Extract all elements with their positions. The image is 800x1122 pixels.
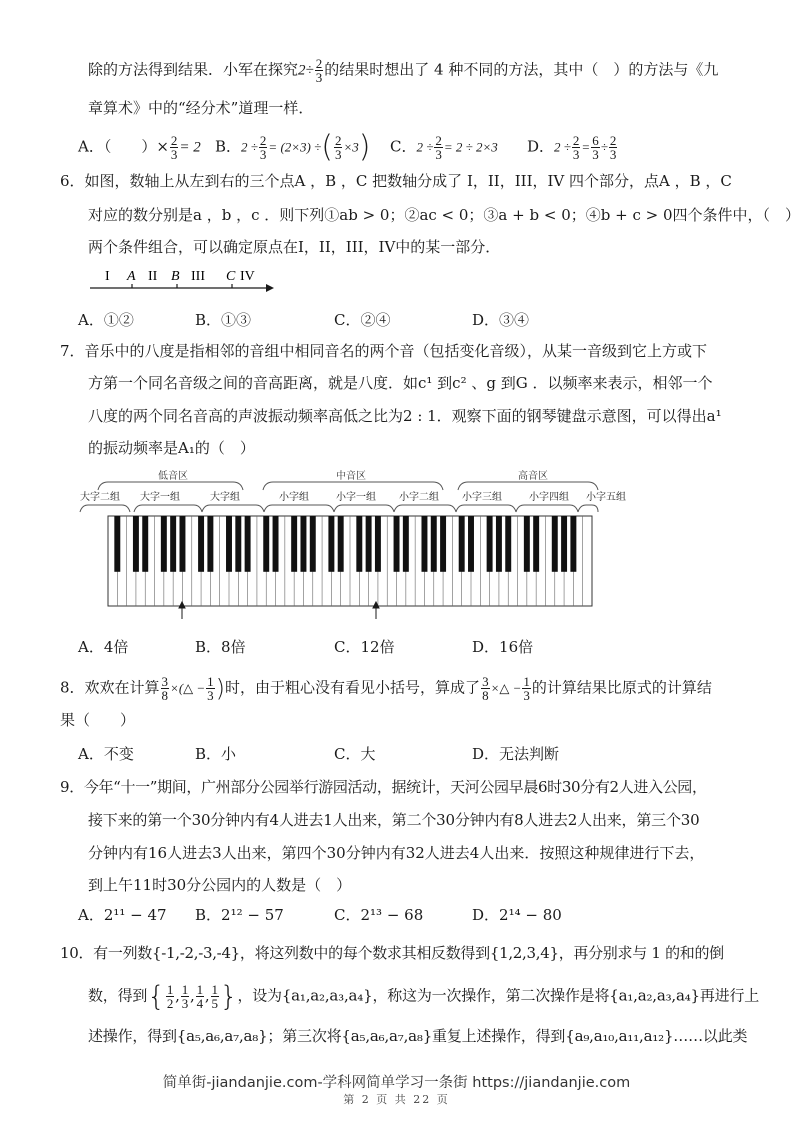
group-label-8: 小字四组 <box>529 492 569 503</box>
black-key <box>235 516 241 572</box>
number-line-figure <box>88 264 278 296</box>
q6-option-a: A．①② <box>78 311 134 329</box>
black-key <box>561 516 567 572</box>
q5-option-a: A．（ ）× $\frac{2}{3}$ = 2 <box>78 133 201 162</box>
group-label-5: 小字一组 <box>336 492 376 503</box>
group-brackets <box>80 505 598 512</box>
black-key <box>179 516 185 572</box>
q8-option-b: B．小 <box>195 745 237 763</box>
q8-option-a: A．不变 <box>78 745 134 763</box>
black-key <box>533 516 539 572</box>
q7-line2: 方第一个同名音级之间的音高距离，就是八度．如c¹ 到c² 、g 到G ．以频率来表示，相邻一个 <box>88 374 713 392</box>
black-key <box>170 516 176 572</box>
q8-option-c: C．大 <box>334 745 376 763</box>
q9-line2: 接下来的第一个30分钟内有4人进去1人出来，第二个30分钟内有8人进去2人出来，第三个30 <box>88 811 700 829</box>
group-label-7: 小字三组 <box>462 492 502 503</box>
q7-option-d: D．16倍 <box>472 638 534 656</box>
axis-label-iii: III <box>191 269 205 284</box>
q8-option-d: D．无法判断 <box>472 745 560 763</box>
black-key <box>552 516 558 572</box>
black-key <box>421 516 427 572</box>
black-key <box>207 516 213 572</box>
axis-label-c: C <box>226 269 236 284</box>
black-key <box>263 516 269 572</box>
black-key <box>291 516 297 572</box>
q7-option-b: B．8倍 <box>195 638 246 656</box>
q6-line3: 两个条件组合，可以确定原点在I，II，III，IV中的某一部分． <box>88 238 501 256</box>
q7-line1: 7．音乐中的八度是指相邻的音组中相同音名的两个音（包括变化音级），从某一音级到它上方或下 <box>60 342 708 360</box>
q5-option-c: C．2 ÷ $\frac{2}{3}$ = 2 ÷ 2×3 <box>390 133 498 162</box>
q6-option-b: B．①③ <box>195 311 252 329</box>
black-key <box>356 516 362 572</box>
q10-line3: 述操作，得到{a₅,a₆,a₇,a₈}；第三次将{a₅,a₆,a₇,a₈}重复上述操作，得到{a₉,a₁₀,a₁₁,a₁₂}……以此类 <box>88 1027 748 1045</box>
black-key <box>133 516 139 572</box>
q7-line3: 八度的两个同名音高的声波振动频率高低之比为2 : 1．观察下面的钢琴键盘示意图，可以得出a¹ <box>88 407 722 425</box>
group-label-6: 小字二组 <box>399 492 439 503</box>
group-label-1: 大字二组 <box>80 492 120 503</box>
q6-line2: 对应的数分别是a ，b ，c ．则下列①ab > 0；②ac < 0；③a + b < 0；④b + c > 0四个条件中，（ ） <box>88 206 800 224</box>
black-key <box>496 516 502 572</box>
axis-label-ii: II <box>148 269 158 284</box>
group-label-9: 小字五组 <box>586 492 626 503</box>
black-key <box>114 516 120 572</box>
footer-watermark: 简单街-jiandanjie.com-学科网简单学习一条街 https://jiandanjie.com <box>162 1075 631 1091</box>
q10-line1: 10．有一列数{-1,-2,-3,-4}，将这列数中的每个数求其相反数得到{1,2,3,4}，再分别求与 1 的和的倒 <box>60 944 724 962</box>
q5-line1: 除的方法得到结果．小军在探究2÷ $\frac{2}{3}$ 的结果时想出了 4 种不同的方法，其中（ ）的方法与《九 <box>88 56 719 85</box>
q7-option-c: C．12倍 <box>334 638 395 656</box>
axis-label-b: B <box>171 269 180 284</box>
black-key <box>300 516 306 572</box>
q5-line2: 章算术》中的“经分术”道理一样． <box>88 99 314 117</box>
q6-option-d: D．③④ <box>472 311 530 329</box>
group-label-2: 大字一组 <box>140 492 180 503</box>
q7-line4: 的振动频率是A₁的（ ） <box>88 439 255 457</box>
q8-line1: 8．欢欢在计算 $\frac{3}{8}$ ×(△ − $\frac{1}{3}$ )时，由于粗心没有看见小括号，算成了 $\frac{3}{8}$ ×△ − $\frac{1}{3}$ 的计算结果比原式的计算结 <box>60 674 712 703</box>
q7-option-a: A．4倍 <box>78 638 129 656</box>
q10-line2: 数，得到{ $\frac{1}{2}$ , $\frac{1}{3}$ , $\frac{1}{4}$ , $\frac{1}{5}$ }，设为{a₁,a₂,a₃,a₄}，称这为一次操作，第二次操作是将{a₁,a₂,a₃,a₄}再进行上 <box>88 979 760 1013</box>
axis-label-a: A <box>127 269 136 284</box>
black-key <box>245 516 251 572</box>
q6-option-c: C．②④ <box>334 311 391 329</box>
q6-line1: 6．如图，数轴上从左到右的三个点A ，B ，C 把数轴分成了 I，II，III，IV 四个部分，点A ，B ，C <box>60 172 732 190</box>
black-key <box>524 516 530 572</box>
zone-brackets <box>98 482 598 490</box>
black-key <box>310 516 316 572</box>
q8-line2: 果（ ） <box>60 711 136 729</box>
black-key <box>366 516 372 572</box>
black-key <box>505 516 511 572</box>
q9-line4: 到上午11时30分公园内的人数是（ ） <box>88 876 352 894</box>
black-key <box>161 516 167 572</box>
q9-option-d: D．2¹⁴ − 80 <box>472 906 562 924</box>
page-number: 第 2 页 共 22 页 <box>343 1093 450 1106</box>
q9-line3: 分钟内有16人进去3人出来，第四个30分钟内有32人进去4人出来．按照这种规律进行下去， <box>88 844 705 862</box>
black-key <box>403 516 409 572</box>
black-key <box>468 516 474 572</box>
black-key <box>570 516 576 572</box>
black-key <box>459 516 465 572</box>
axis-label-iv: IV <box>240 269 255 284</box>
group-label-4: 小字组 <box>279 492 309 503</box>
zone-label-high: 高音区 <box>518 471 548 482</box>
axis-label-i: I <box>105 269 110 284</box>
black-key <box>142 516 148 572</box>
black-key <box>431 516 437 572</box>
q9-option-a: A．2¹¹ − 47 <box>78 906 167 924</box>
q5-option-b: B．2 ÷ $\frac{2}{3}$ = (2×3) ÷( $\frac{2}{3}$ ×3) <box>215 129 371 165</box>
black-key <box>440 516 446 572</box>
black-key <box>338 516 344 572</box>
arrow-head-icon <box>266 284 274 292</box>
zone-label-mid: 中音区 <box>336 471 366 482</box>
fraction: $\frac{2}{3}$ <box>315 56 323 85</box>
black-key <box>198 516 204 572</box>
black-key <box>375 516 381 572</box>
black-key <box>328 516 334 572</box>
black-key <box>226 516 232 572</box>
q9-option-c: C．2¹³ − 68 <box>334 906 424 924</box>
group-label-3: 大字组 <box>210 492 240 503</box>
q5-option-d: D．2 ÷ $\frac{2}{3}$ = $\frac{6}{3}$ ÷ $\frac{2}{3}$ <box>527 133 617 162</box>
piano-keyboard-figure <box>78 468 626 618</box>
piano-keys <box>108 516 592 606</box>
q9-line1: 9．今年“十一”期间，广州部分公园举行游园活动，据统计，天河公园早晨6时30分有2人进入公园， <box>60 778 707 796</box>
q9-option-b: B．2¹² − 57 <box>195 906 284 924</box>
black-key <box>273 516 279 572</box>
zone-label-low: 低音区 <box>158 471 188 482</box>
black-key <box>394 516 400 572</box>
black-key <box>487 516 493 572</box>
